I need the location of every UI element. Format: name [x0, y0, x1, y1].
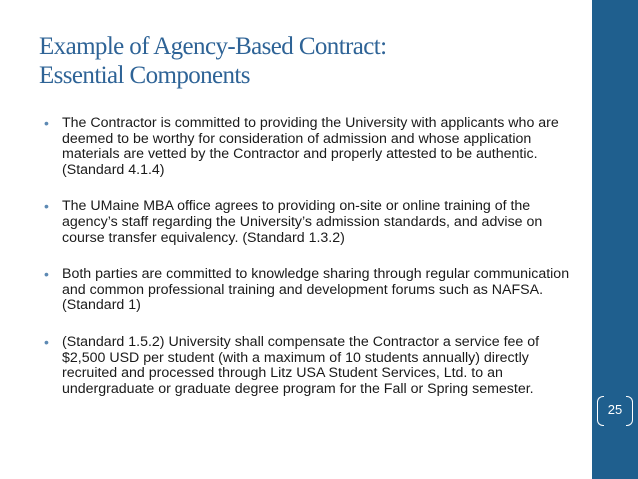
bullet-marker-icon: •: [44, 333, 49, 350]
bullet-text: The Contractor is committed to providing the University with applicants who are deemed to be worthy for consideration of admission and whose application materials are vetted by the Contractor and properly attested to be authentic. (Standard 4.1.4): [62, 115, 559, 178]
bullet-text: Both parties are committed to knowledge sharing through regular communication and common professional training and development forums such as NAFSA. (Standard 1): [62, 266, 570, 314]
bullet-item: [44, 267, 572, 314]
bullet-item: [44, 335, 572, 397]
bullet-item: [44, 199, 572, 246]
bullet-text: The UMaine MBA office agrees to providing on-site or online training of the agency’s staff regarding the University’s admission standards, and advise on course transfer equivalency. (Standard 1.3.2): [62, 198, 543, 246]
bullet-item: [44, 116, 572, 178]
right-bracket-icon: [626, 396, 633, 426]
bullet-list: [44, 116, 572, 397]
slide-title-line-2: Essential Components: [39, 62, 250, 89]
page-number-badge: [592, 395, 638, 429]
bullet-marker-icon: •: [44, 266, 49, 283]
bullet-text: (Standard 1.5.2) University shall compensate the Contractor a service fee of $2,500 USD per student (with a maximum of 10 students annually) directly recruited and processed through Litz USA Student Services, Ltd. to an undergraduate or graduate degree program for the Fall or Spring semester.: [62, 333, 540, 397]
page-number: 25: [607, 402, 623, 417]
slide-title-line-1: Example of Agency-Based Contract:: [39, 33, 387, 60]
bullet-marker-icon: •: [44, 115, 49, 131]
slide-title: [39, 32, 579, 90]
bullet-marker-icon: •: [44, 198, 49, 215]
